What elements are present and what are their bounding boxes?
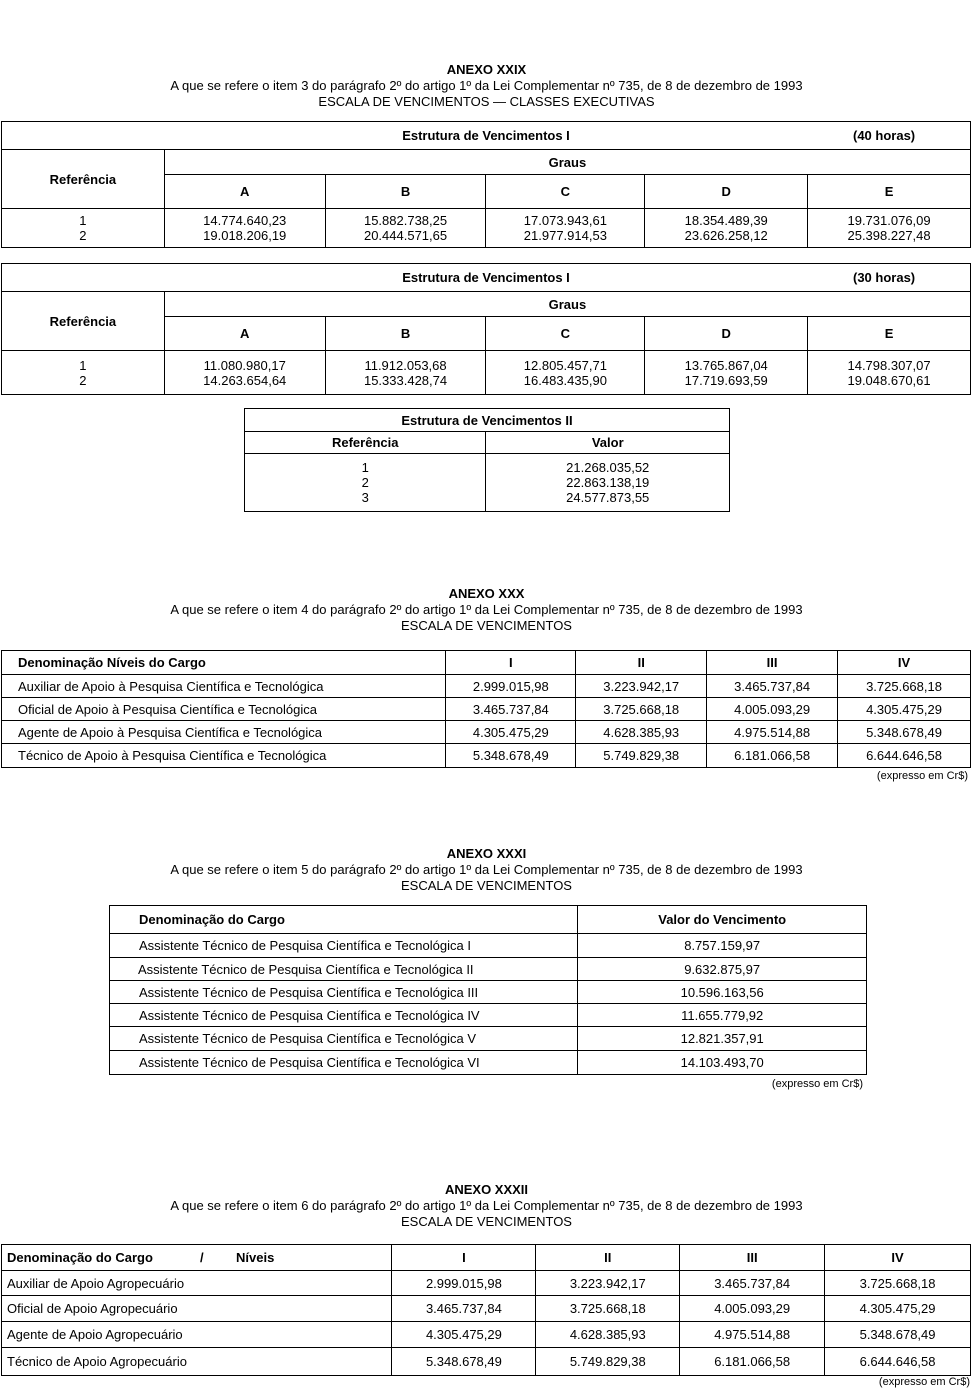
col-header: II xyxy=(536,1245,680,1271)
anexo-30-subtitle2: ESCALA DE VENCIMENTOS xyxy=(401,618,572,633)
table-30h-hours: (30 horas) xyxy=(853,270,916,285)
value: 3.725.668,18 xyxy=(576,698,707,721)
ref-label: Referência xyxy=(2,150,165,209)
anexo-30-subtitle: A que se refere o item 4 do parágrafo 2º do artigo 1º da Lei Complementar nº 735, de 8 de dezembro de 1993 xyxy=(170,602,803,617)
col-header-cargo: Denominação do Cargo xyxy=(110,906,578,934)
graus-label: Graus xyxy=(164,292,970,317)
anexo-32-subtitle2: ESCALA DE VENCIMENTOS xyxy=(401,1214,572,1229)
value: 3.223.942,17 xyxy=(536,1271,680,1296)
value: 4.005.093,29 xyxy=(680,1296,825,1322)
anexo-32-header xyxy=(0,1182,973,1230)
cargo-name: Assistente Técnico de Pesquisa Científica e Tecnológica IV xyxy=(110,1004,578,1027)
table-row xyxy=(110,1027,867,1051)
value: 4.305.475,29 xyxy=(392,1322,536,1348)
value: 23.626.258,12 xyxy=(684,228,768,243)
table-row xyxy=(2,1271,971,1296)
table-anexo-31 xyxy=(109,905,867,1075)
value: 6.644.646,58 xyxy=(838,744,971,768)
cargo-name: Assistente Técnico de Pesquisa Científica e Tecnológica III xyxy=(110,981,578,1004)
value: 14.263.654,64 xyxy=(203,372,287,388)
table-row xyxy=(110,934,867,958)
anexo-29-subtitle2: ESCALA DE VENCIMENTOS — CLASSES EXECUTIVAS xyxy=(318,94,655,109)
value: 4.305.475,29 xyxy=(825,1296,971,1322)
value: 6.181.066,58 xyxy=(680,1348,825,1376)
value: 18.354.489,39 xyxy=(684,213,768,228)
value: 12.805.457,71 xyxy=(523,357,607,373)
value: 3.465.737,84 xyxy=(707,675,838,698)
cargo-name: Oficial de Apoio Agropecuário xyxy=(2,1296,392,1322)
value: 20.444.571,65 xyxy=(363,228,448,243)
col-header-cargo: Denominação Níveis do Cargo xyxy=(2,651,446,675)
ref-value: 2 xyxy=(79,372,87,388)
value: 19.048.670,61 xyxy=(847,372,931,388)
col-header: I xyxy=(392,1245,536,1271)
table-row xyxy=(110,958,867,981)
value: 21.977.914,53 xyxy=(523,228,607,243)
ref-value: 3 xyxy=(361,490,369,505)
ref-value: 2 xyxy=(361,475,369,490)
anexo-29-title: ANEXO XXIX xyxy=(446,62,527,77)
table-row xyxy=(2,744,971,768)
value: 11.080.980,17 xyxy=(203,357,286,373)
grau-col-header: E xyxy=(808,317,971,351)
value: 4.005.093,29 xyxy=(707,698,838,721)
col-header-valor: Valor do Vencimento xyxy=(578,906,867,934)
value: 2.999.015,98 xyxy=(392,1271,536,1296)
anexo-29-header xyxy=(0,62,973,110)
cargo-name: Oficial de Apoio à Pesquisa Científica e Tecnológica xyxy=(2,698,446,721)
ref-value: 1 xyxy=(79,357,87,373)
table-row xyxy=(2,675,971,698)
grau-col-header: B xyxy=(325,317,486,351)
table-row xyxy=(2,698,971,721)
value: 25.398.227,48 xyxy=(847,228,931,243)
value: 3.725.668,18 xyxy=(536,1296,680,1322)
value-cell xyxy=(486,209,645,248)
value-cell xyxy=(645,351,808,395)
value-cell xyxy=(164,209,325,248)
value: 4.628.385,93 xyxy=(576,721,707,744)
ref-value: 1 xyxy=(361,460,369,475)
value: 14.774.640,23 xyxy=(203,213,287,228)
table-30h-title-row xyxy=(2,264,971,292)
grau-col-header: A xyxy=(164,317,325,351)
table-vencimentos-40h xyxy=(1,121,971,248)
col-header-cargo xyxy=(2,1245,392,1271)
value: 19.018.206,19 xyxy=(203,228,287,243)
ref-label: Referência xyxy=(245,432,486,454)
cargo-name: Técnico de Apoio Agropecuário xyxy=(2,1348,392,1376)
value: 5.749.829,38 xyxy=(576,744,707,768)
header-niveis-label: Níveis xyxy=(236,1250,275,1265)
value: 3.725.668,18 xyxy=(838,675,971,698)
value: 4.975.514,88 xyxy=(680,1322,825,1348)
table-row xyxy=(2,1296,971,1322)
value-cell xyxy=(645,209,808,248)
col-header: IV xyxy=(825,1245,971,1271)
value: 14.798.307,07 xyxy=(847,357,931,373)
value: 8.757.159,97 xyxy=(578,934,867,958)
value: 4.628.385,93 xyxy=(536,1322,680,1348)
value: 17.073.943,61 xyxy=(523,213,607,228)
ref-cell xyxy=(2,351,165,395)
header-cargo-label: Denominação do Cargo xyxy=(7,1250,153,1265)
value: 21.268.035,52 xyxy=(566,460,650,475)
table-ii-title: Estrutura de Vencimentos II xyxy=(245,409,730,432)
anexo-32-title: ANEXO XXXII xyxy=(444,1182,529,1197)
cargo-name: Assistente Técnico de Pesquisa Científica e Tecnológica V xyxy=(110,1027,578,1051)
col-header: I xyxy=(446,651,576,675)
table-row xyxy=(2,1348,971,1376)
value: 5.749.829,38 xyxy=(536,1348,680,1376)
table-40h-title: Estrutura de Vencimentos I xyxy=(402,128,570,143)
value-cell xyxy=(486,454,730,512)
grau-col-header: D xyxy=(645,317,808,351)
currency-note: (expresso em Cr$) xyxy=(878,1376,970,1388)
cargo-name: Assistente Técnico de Pesquisa Científica e Tecnológica II xyxy=(110,958,578,981)
value: 22.863.138,19 xyxy=(566,475,650,490)
table-row xyxy=(110,1051,867,1075)
value: 6.644.646,58 xyxy=(825,1348,971,1376)
value-cell xyxy=(325,209,486,248)
value-cell xyxy=(808,209,971,248)
col-header: IV xyxy=(838,651,971,675)
table-30h-title: Estrutura de Vencimentos I xyxy=(402,270,570,285)
table-vencimentos-ii xyxy=(244,408,730,512)
value: 16.483.435,90 xyxy=(523,372,607,388)
value: 3.223.942,17 xyxy=(576,675,707,698)
ref-value: 2 xyxy=(79,228,87,243)
grau-col-header: C xyxy=(486,175,645,209)
anexo-29-subtitle: A que se refere o item 3 do parágrafo 2º do artigo 1º da Lei Complementar nº 735, de 8 de dezembro de 1993 xyxy=(170,78,803,93)
anexo-32-subtitle: A que se refere o item 6 do parágrafo 2º do artigo 1º da Lei Complementar nº 735, de 8 de dezembro de 1993 xyxy=(170,1198,803,1213)
grau-col-header: E xyxy=(808,175,971,209)
cargo-name: Auxiliar de Apoio Agropecuário xyxy=(2,1271,392,1296)
value: 4.305.475,29 xyxy=(446,721,576,744)
anexo-31-title: ANEXO XXXI xyxy=(446,846,527,861)
header-separator: / xyxy=(200,1250,204,1265)
value: 13.765.867,04 xyxy=(684,357,768,373)
ref-label: Referência xyxy=(2,292,165,351)
table-anexo-30 xyxy=(1,650,971,768)
table-40h-hours: (40 horas) xyxy=(853,128,916,143)
value: 12.821.357,91 xyxy=(578,1027,867,1051)
table-row xyxy=(2,721,971,744)
grau-col-header: A xyxy=(164,175,325,209)
value-cell xyxy=(808,351,971,395)
value: 3.465.737,84 xyxy=(446,698,576,721)
value: 19.731.076,09 xyxy=(847,213,931,228)
ref-cell xyxy=(245,454,486,512)
anexo-31-header xyxy=(0,846,973,894)
value: 15.882.738,25 xyxy=(363,213,448,228)
ref-value: 1 xyxy=(79,213,87,228)
graus-label: Graus xyxy=(164,150,970,175)
cargo-name: Agente de Apoio Agropecuário xyxy=(2,1322,392,1348)
value: 9.632.875,97 xyxy=(578,958,867,981)
value: 15.333.428,74 xyxy=(363,372,448,388)
cargo-name: Agente de Apoio à Pesquisa Científica e Tecnológica xyxy=(2,721,446,744)
table-row xyxy=(110,1004,867,1027)
ref-cell xyxy=(2,209,165,248)
col-header: III xyxy=(680,1245,825,1271)
valor-label: Valor xyxy=(486,432,730,454)
value: 11.655.779,92 xyxy=(578,1004,867,1027)
grau-col-header: D xyxy=(645,175,808,209)
currency-note: (expresso em Cr$) xyxy=(771,1078,863,1090)
value-cell xyxy=(325,351,486,395)
value: 2.999.015,98 xyxy=(446,675,576,698)
value: 3.465.737,84 xyxy=(392,1296,536,1322)
cargo-name: Assistente Técnico de Pesquisa Científica e Tecnológica I xyxy=(110,934,578,958)
value: 17.719.693,59 xyxy=(684,372,768,388)
anexo-30-title: ANEXO XXX xyxy=(448,586,525,601)
cargo-name: Técnico de Apoio à Pesquisa Científica e Tecnológica xyxy=(2,744,446,768)
table-40h-title-row xyxy=(2,122,971,150)
table-vencimentos-30h xyxy=(1,263,971,395)
col-header: II xyxy=(576,651,707,675)
value: 3.465.737,84 xyxy=(680,1271,825,1296)
value: 4.305.475,29 xyxy=(838,698,971,721)
value-cell xyxy=(164,351,325,395)
grau-col-header: B xyxy=(325,175,486,209)
table-row xyxy=(2,1322,971,1348)
cargo-name: Auxiliar de Apoio à Pesquisa Científica e Tecnológica xyxy=(2,675,446,698)
value: 6.181.066,58 xyxy=(707,744,838,768)
value: 11.912.053,68 xyxy=(364,357,447,373)
value: 5.348.678,49 xyxy=(392,1348,536,1376)
value: 5.348.678,49 xyxy=(825,1322,971,1348)
table-row xyxy=(110,981,867,1004)
value: 5.348.678,49 xyxy=(838,721,971,744)
table-anexo-32 xyxy=(1,1244,971,1376)
anexo-31-subtitle2: ESCALA DE VENCIMENTOS xyxy=(401,878,572,893)
value: 3.725.668,18 xyxy=(825,1271,971,1296)
value: 10.596.163,56 xyxy=(578,981,867,1004)
grau-col-header: C xyxy=(486,317,645,351)
anexo-31-subtitle: A que se refere o item 5 do parágrafo 2º do artigo 1º da Lei Complementar nº 735, de 8 de dezembro de 1993 xyxy=(170,862,803,877)
value: 24.577.873,55 xyxy=(566,490,650,505)
anexo-30-header xyxy=(0,586,973,634)
col-header: III xyxy=(707,651,838,675)
value: 5.348.678,49 xyxy=(446,744,576,768)
value-cell xyxy=(486,351,645,395)
value: 4.975.514,88 xyxy=(707,721,838,744)
value: 14.103.493,70 xyxy=(578,1051,867,1075)
currency-note: (expresso em Cr$) xyxy=(876,770,968,782)
cargo-name: Assistente Técnico de Pesquisa Científica e Tecnológica VI xyxy=(110,1051,578,1075)
